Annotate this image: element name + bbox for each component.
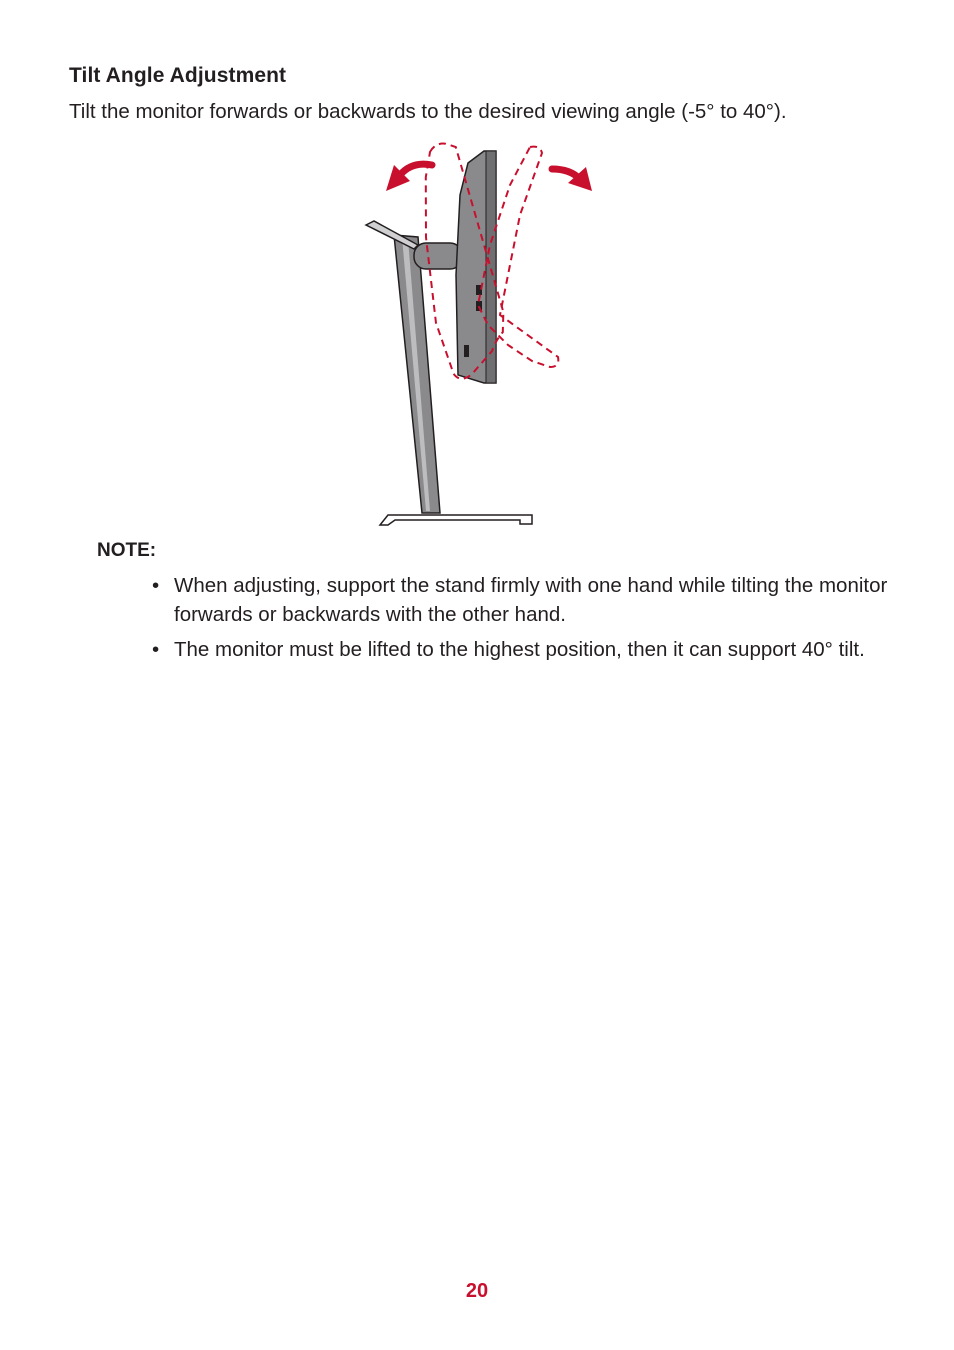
- stand-neck: [394, 235, 440, 513]
- hinge-arm: [414, 243, 462, 269]
- stand-top: [366, 221, 418, 249]
- stand-base: [380, 515, 532, 525]
- bullet: •: [152, 574, 160, 597]
- note-text: When adjusting, support the stand firmly with one hand while tilting the monitor forwards or backwards with the other hand.: [174, 574, 888, 626]
- list-item: [152, 571, 892, 629]
- tilt-forward-arrow-icon: [552, 167, 592, 191]
- note-label: NOTE:: [97, 540, 157, 561]
- note-list: [152, 571, 892, 670]
- intro-paragraph: Tilt the monitor forwards or backwards to the desired viewing angle (-5° to 40°).: [69, 100, 787, 123]
- list-item: [152, 635, 892, 664]
- page-number: 20: [465, 1280, 489, 1302]
- monitor-body: [456, 151, 496, 383]
- tilt-illustration: [360, 135, 600, 530]
- bullet: •: [152, 638, 160, 661]
- section-title: Tilt Angle Adjustment: [69, 64, 287, 87]
- note-text: The monitor must be lifted to the highest position, then it can support 40° tilt.: [174, 638, 865, 661]
